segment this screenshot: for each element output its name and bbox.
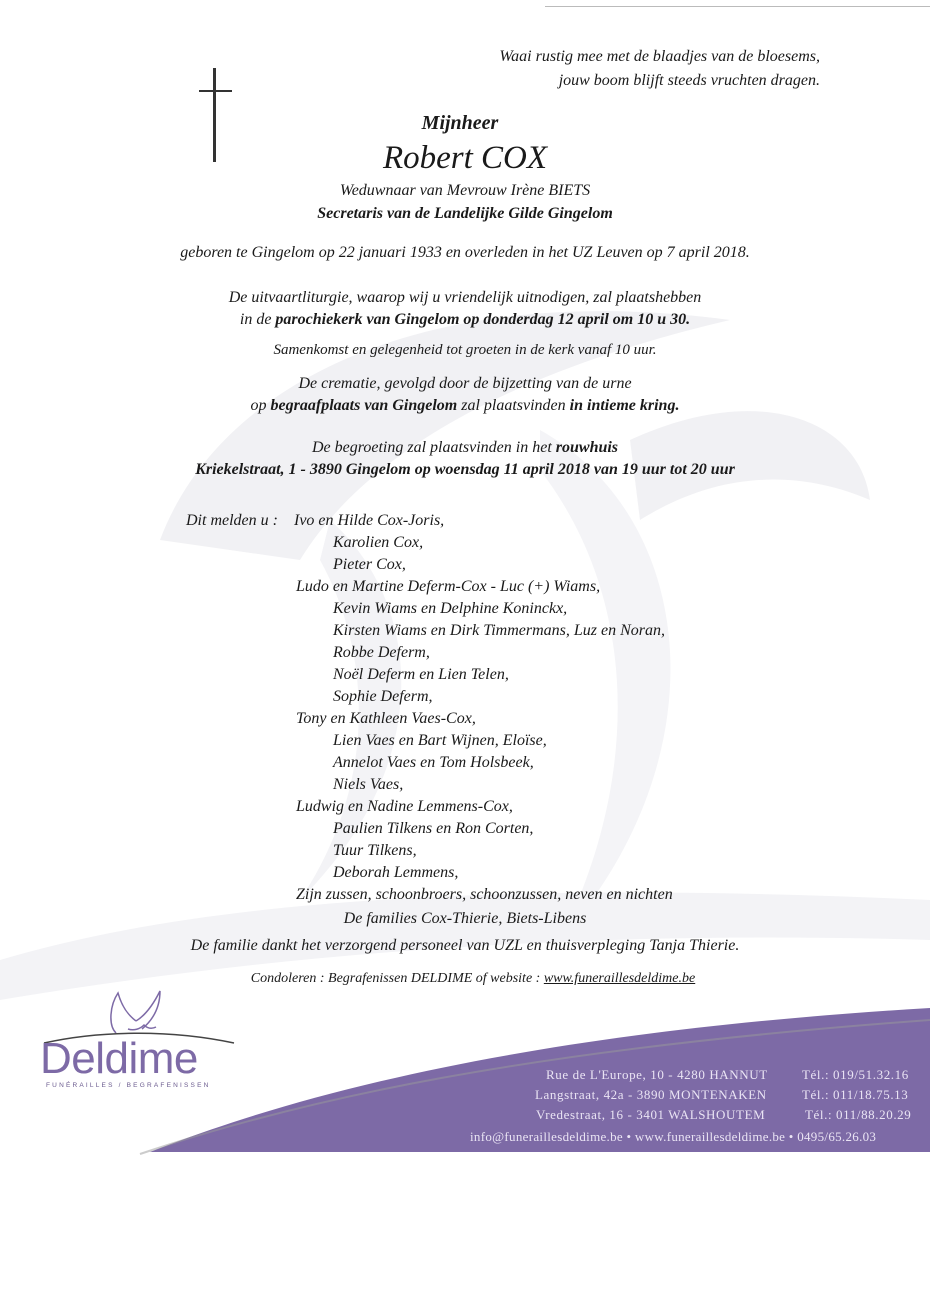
salutation: Mijnheer [421,112,499,134]
widower-line: Weduwnaar van Mevrouw Irène BIETS [339,182,591,199]
poem-line-1: Waai rustig mee met de blaadjes van de bloesems, [499,48,820,65]
list-item: Ludo en Martine Deferm-Cox - Luc (+) Wiams, [296,578,601,595]
mourners-intro: Dit melden u : [186,512,278,529]
condolences-line: Condoleren : Begrafenissen DELDIME of website : www.funeraillesdeldime.be [250,971,696,986]
greeting-line-1: De begroeting zal plaatsvinden in het rouwhuis [311,439,619,456]
logo-subtitle: FUNÉRAILLES / BEGRAFENISSEN [46,1082,211,1089]
phone-hannut: Tél.: 019/51.32.16 [802,1067,909,1082]
address-montenaken: Langstraat, 42a - 3890 MONTENAKEN [535,1087,767,1102]
list-item: Niels Vaes, [333,776,404,793]
list-item: Kevin Wiams en Delphine Koninckx, [333,600,568,617]
list-item: Tuur Tilkens, [333,842,417,859]
thanks-line: De familie dankt het verzorgend personeel van UZL en thuisverpleging Tanja Thierie. [190,937,740,954]
contact-line: info@funeraillesdeldime.be • www.funeraillesdeldime.be • 0495/65.26.03 [470,1129,877,1144]
gathering-line: Samenkomst en gelegenheid tot groeten in de kerk vanaf 10 uur. [273,342,657,358]
address-walshoutem: Vredestraat, 16 - 3401 WALSHOUTEM [536,1107,766,1122]
deceased-name: Robert COX [382,140,548,176]
role-line: Secretaris van de Landelijke Gilde Gingelom [317,205,613,222]
phone-montenaken: Tél.: 011/18.75.13 [802,1087,909,1102]
list-item: Paulien Tilkens en Ron Corten, [333,820,534,837]
website-link[interactable]: www.funeraillesdeldime.be [543,971,696,986]
list-item: Pieter Cox, [333,556,406,573]
list-item: Karolien Cox, [333,534,424,551]
poem-line-2: jouw boom blijft steeds vruchten dragen. [558,72,820,89]
list-item: Zijn zussen, schoonbroers, schoonzussen, neven en nichten [296,886,673,903]
list-item: Lien Vaes en Bart Wijnen, Eloïse, [333,732,547,749]
list-item: Tony en Kathleen Vaes-Cox, [296,710,476,727]
funeral-line-1: De uitvaartliturgie, waarop wij u vriendelijk uitnodigen, zal plaatshebben [228,289,702,306]
list-item: Annelot Vaes en Tom Holsbeek, [333,754,534,771]
list-item: Robbe Deferm, [333,644,430,661]
birth-death-line: geboren te Gingelom op 22 januari 1933 en overleden in het UZ Leuven op 7 april 2018. [180,244,750,261]
list-item: Sophie Deferm, [333,688,433,705]
greeting-line-2: Kriekelstraat, 1 - 3890 Gingelom op woensdag 11 april 2018 van 19 uur tot 20 uur [195,461,735,478]
phone-walshoutem: Tél.: 011/88.20.29 [805,1107,912,1122]
address-hannut: Rue de L'Europe, 10 - 4280 HANNUT [546,1067,768,1082]
cremation-line-2: op begraafplaats van Gingelom zal plaatsvinden in intieme kring. [250,397,680,414]
list-item: Noël Deferm en Lien Telen, [333,666,509,683]
list-item: Kirsten Wiams en Dirk Timmermans, Luz en Noran, [333,622,666,639]
funeral-line-2: in de parochiekerk van Gingelom op donderdag 12 april om 10 u 30. [239,311,691,328]
families-line: De families Cox-Thierie, Biets-Libens [343,910,587,927]
logo-name: Deldime [40,1034,198,1083]
cremation-line-1: De crematie, gevolgd door de bijzetting van de urne [298,375,632,392]
list-item: Deborah Lemmens, [333,864,459,881]
list-item: Ludwig en Nadine Lemmens-Cox, [296,798,513,815]
list-item: Ivo en Hilde Cox-Joris, [294,512,445,529]
